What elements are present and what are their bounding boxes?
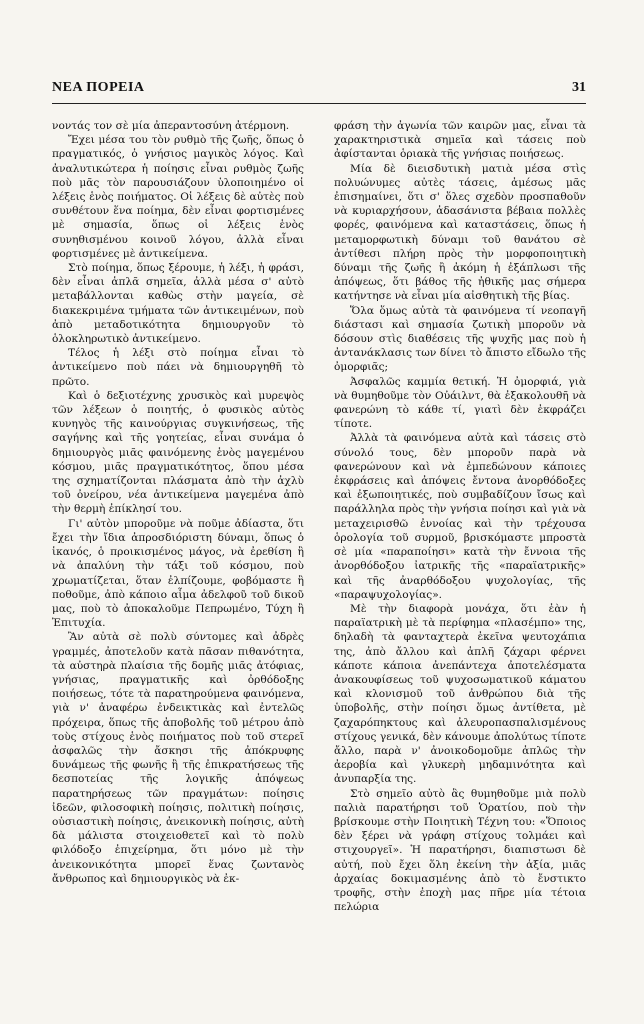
paragraph: Ἀλλὰ τὰ φαινόμενα αὐτὰ καὶ τάσεις στὸ σύνολό τους, δὲν μποροῦν παρὰ νὰ φανερώνουν καὶ νὰ ἐμπεδώνουν κάποιες ἐκφράσεις καὶ ἀπόψεις ἔντονα ἀνορθόδοξες καὶ ἐξωποιητικές, ποὺ συμβαδίζουν ἴσως καὶ παράλληλα πρὸς τὴν γνήσια ποίησι καὶ γιὰ νὰ μεταχειρισθῶ ἐννοίας καὶ τὴν τρέχουσα ὁρολογία τοῦ συρμοῦ, βρισκόμαστε μπροστὰ σὲ μία «παραποίησι» κατὰ τὴν ἔννοια τῆς ἀνορθόδοξου ἰατρικῆς τῆς «παραϊατρικῆς» καὶ τῆς ἀναρθόδοξου ψυχολογίας, τῆς «παραψυχολογίας». [334, 432, 586, 601]
page-number: 31 [572, 80, 586, 95]
paragraph: Ἂν αὐτὰ σὲ πολὺ σύντομες καὶ ἀδρὲς γραμμές, ἀποτελοῦν κατὰ πᾶσαν πιθανότητα, τὰ αὐστηρὰ πλαίσια τῆς δομῆς μιᾶς ἀτόφιας, γνήσιας, πραγματικῆς καὶ ὀρθόδοξης ποιήσεως, τότε τὰ παρατηρούμενα φαινόμενα, γιὰ ν' ἀναφέρω ἐνδεικτικὰς καὶ ἐντελῶς πρόχειρα, ὅπως τῆς ἀποβολῆς τοῦ μέτρου ἀπὸ τοὺς στίχους ἑνὸς ποιήματος ποὺ τοῦ στερεῖ ἀσφαλῶς τὴν ἄσκησι τῆς ἀπόκρυφης δυνάμεως τῆς φωνῆς ἢ τῆς ἐπικρατήσεως τῆς δεσποτείας τῆς λογικῆς ἀπόψεως παρατηρήσεως τῶν πραγμάτων: ποίησις ἰδεῶν, φιλοσοφικὴ ποίησις, πολιτικὴ ποίησις, οὐσιαστικὴ ποίησις, ἀνεικονικὴ ποίησις, αὐτὴ δὰ μάλιστα στοιχειοθετεῖ καὶ τὸ πολὺ φιλόδοξο ἐπιχείρημα, ὅτι μόνο μὲ τὴν ἀνεικονικότητα μπορεῖ ἕνας ζωντανὸς ἄνθρωπος καὶ δημιουργικὸς νὰ ἐκ- [52, 631, 304, 885]
left-column [52, 119, 304, 886]
paragraph: Γι' αὐτὸν μποροῦμε νὰ ποῦμε ἀδίαστα, ὅτι ἔχει τὴν ἴδια ἀπροσδιόριστη δύναμι, ὅπως ὁ ἱκανός, ὁ προικισμένος μάγος, νὰ ἐρεθίση ἢ νὰ ἀπαλύνη τὴν τάξι τοῦ κόσμου, ποὺ χρωματίζεται, ὅταν ἐλπίζουμε, φοβόμαστε ἢ ποθοῦμε, ἀπὸ κάποιο αἷμα ἀδελφοῦ τοῦ δικοῦ μας, ποὺ τὸ ἀποκαλοῦμε Πεπρωμένο, Τύχη ἢ Ἐπιτυχία. [52, 517, 304, 630]
paragraph: Μία δὲ διεισδυτικὴ ματιὰ μέσα στὶς πολυώνυμες αὐτὲς τάσεις, ἀμέσως μᾶς ἐπισημαίνει, ὅτι σ' ὅλες σχεδὸν προσπαθοῦν νὰ κυριαρχήσουν, ἀδασάνιστα βέβαια πολλὲς φορές, φαινόμενα καὶ καταστάσεις, ὅπως ἡ μεταμορφωτικὴ δύναμι τοῦ θανάτου σὲ ἀντίθεσι πλήρη πρὸς τὴν μορφοποιητικὴ δύναμι τῆς ζωῆς ἢ ἀκόμη ἡ ἐξάπλωσι τῆς ἀπόψεως, ὅτι βάθος τῆς ἠθικῆς μας σήμερα κατήντησε νὰ εἶναι μία αἰσθητικὴ τῆς βίας. [334, 162, 586, 303]
paragraph: Ἀσφαλῶς καμμία θετική. Ἡ ὀμορφιά, γιὰ νὰ θυμηθοῦμε τὸν Οὐάιλντ, θὰ ἐξακολουθῆ νὰ φανερώνη τὸ κάθε τί, γιατὶ δὲν ἐκφράζει τίποτε. [334, 375, 586, 431]
header-rule [52, 103, 586, 104]
paragraph: φράση τὴν ἀγωνία τῶν καιρῶν μας, εἶναι τὰ χαρακτηριστικὰ σημεῖα καὶ τάσεις ποὺ ἀφίστανται ὁριακὰ τῆς γνήσιας ποιήσεως. [334, 120, 586, 161]
paragraph: Ἔχει μέσα του τὸν ρυθμὸ τῆς ζωῆς, ὅπως ὁ πραγματικός, ὁ γνήσιος μαγικὸς λόγος. Καὶ ἀναλυτικώτερα ἡ ποίησις εἶναι ρυθμὸς ζωῆς ποὺ μᾶς τὸν παρουσιάζουν ὑλοποιημένο οἱ λέξεις ἑνὸς ποιήματος. Οἱ λέξεις δὲ αὐτὲς ποὺ συνθέτουν ἕνα ποίημα, δὲν εἶναι φορτισμένες μὲ σημασία, ὅπως οἱ λέξεις ἑνὸς συνηθισμένου κοινοῦ λόγου, ἀλλὰ εἶναι φορτισμένες μὲ ἀντικείμενα. [52, 134, 304, 260]
page-header [52, 80, 586, 96]
paragraph: Καὶ ὁ δεξιοτέχνης χρυσικὸς καὶ μυρεψὸς τῶν λέξεων ὁ ποιητής, ὁ φυσικὸς αὐτὸς κυνηγὸς τῆς καινούργιας συγκινήσεως, τῆς σαγήνης καὶ τῆς γοητείας, εἶναι συνάμα ὁ δημιουργὸς μιᾶς φαινόμενης ἑνὸς μαγεμένου κόσμου, μιᾶς πραγματικότητος, ὅπου μέσα της σχηματίζονται πλάσματα ἀπὸ τὴν ἀχλὺ τοῦ ὀνείρου, νέα ἀντικείμενα μαγεμένα ἀπὸ τὴν θερμὴ ἐπίκλησί του. [52, 389, 304, 516]
paragraph: Ὅλα ὅμως αὐτὰ τὰ φαινόμενα τί νεοπαγῆ διάστασι καὶ σημασία ζωτικὴ μποροῦν νὰ δόσουν στὶς διαθέσεις τῆς ψυχῆς μας ποὺ ἡ ἀντανάκλασις των δίνει τὸ ἄπιστο εἴδωλο τῆς ὀμορφιᾶς; [334, 304, 586, 374]
right-column [334, 119, 586, 914]
paragraph: Μὲ τὴν διαφορὰ μονάχα, ὅτι ἐὰν ἡ παραϊατρικὴ μὲ τὰ περίφημα «πλασέμπο» της, δηλαδὴ τὰ φανταχτερὰ ἐκεῖνα ψευτοχάπια της, ἀπὸ ἄλλου καὶ ἁπλῆ ζάχαρι φέρνει κάποτε κάποια ἀνεπάντεχα ἀποτελέσματα ἀνακουφίσεως τοῦ ψυχοσωματικοῦ κάματου καὶ κλονισμοῦ τοῦ ἀνθρώπου διὰ τῆς ὑποβολῆς, στὴν ποίησι ὅμως ἀντίθετα, μὲ ζαχαρόπηκτους καὶ ἀλευροπασπαλισμένους στίχους γενικά, δὲν κάνουμε ἀπολύτως τίποτε ἄλλο, παρὰ ν' ἀνοικοδομοῦμε ἁπλῶς τὴν ἀεροβία καὶ γλυκερὴ μηδαμινότητα καὶ ἀνυπαρξία της. [334, 602, 586, 786]
paragraph: Στὸ ποίημα, ὅπως ξέρουμε, ἡ λέξι, ἡ φράσι, δὲν εἶναι ἁπλᾶ σημεῖα, ἀλλὰ μέσα σ' αὐτὸ μεταβάλλονται καθὼς στὴν μαγεία, σὲ διακεκριμένα τμήματα τῶν ἀντικειμένων, ποὺ ἀπὸ μεταδοτικότητα δημιουργοῦν τὸ ὁλοκληρωτικὸ ἀντικείμενο. [52, 262, 304, 346]
paragraph: Τέλος ἡ λέξι στὸ ποίημα εἶναι τὸ ἀντικείμενο ποὺ πάει νὰ δημιουργηθῆ τὸ πρῶτο. [52, 347, 304, 388]
paragraph: νοντάς τον σὲ μία ἀπεραντοσύνη ἀτέρμονη. [52, 120, 290, 132]
running-title: ΝΕΑ ΠΟΡΕΙΑ [52, 80, 145, 95]
paragraph: Στὸ σημεῖο αὐτὸ ἂς θυμηθοῦμε μιὰ πολὺ παλιὰ παρατήρησι τοῦ Ὁρατίου, ποὺ τὴν βρίσκουμε στὴν Ποιητικὴ Τέχνη του: «Ὅποιος δὲν ξέρει νὰ γράφη στίχους τολμάει καὶ στιχουργεῖ». Ἡ παρατήρησι, διαπιστωσι δὲ αὐτή, ποὺ ἔχει ὅλη ἐκείνη τὴν ἀξία, μιᾶς ἀρχαίας δοκιμασμένης ἀπὸ τὸ ἔνστικτο τροφῆς, στὴν ἐποχὴ μας πῆρε μία τέτοια πελώρια [334, 787, 586, 914]
